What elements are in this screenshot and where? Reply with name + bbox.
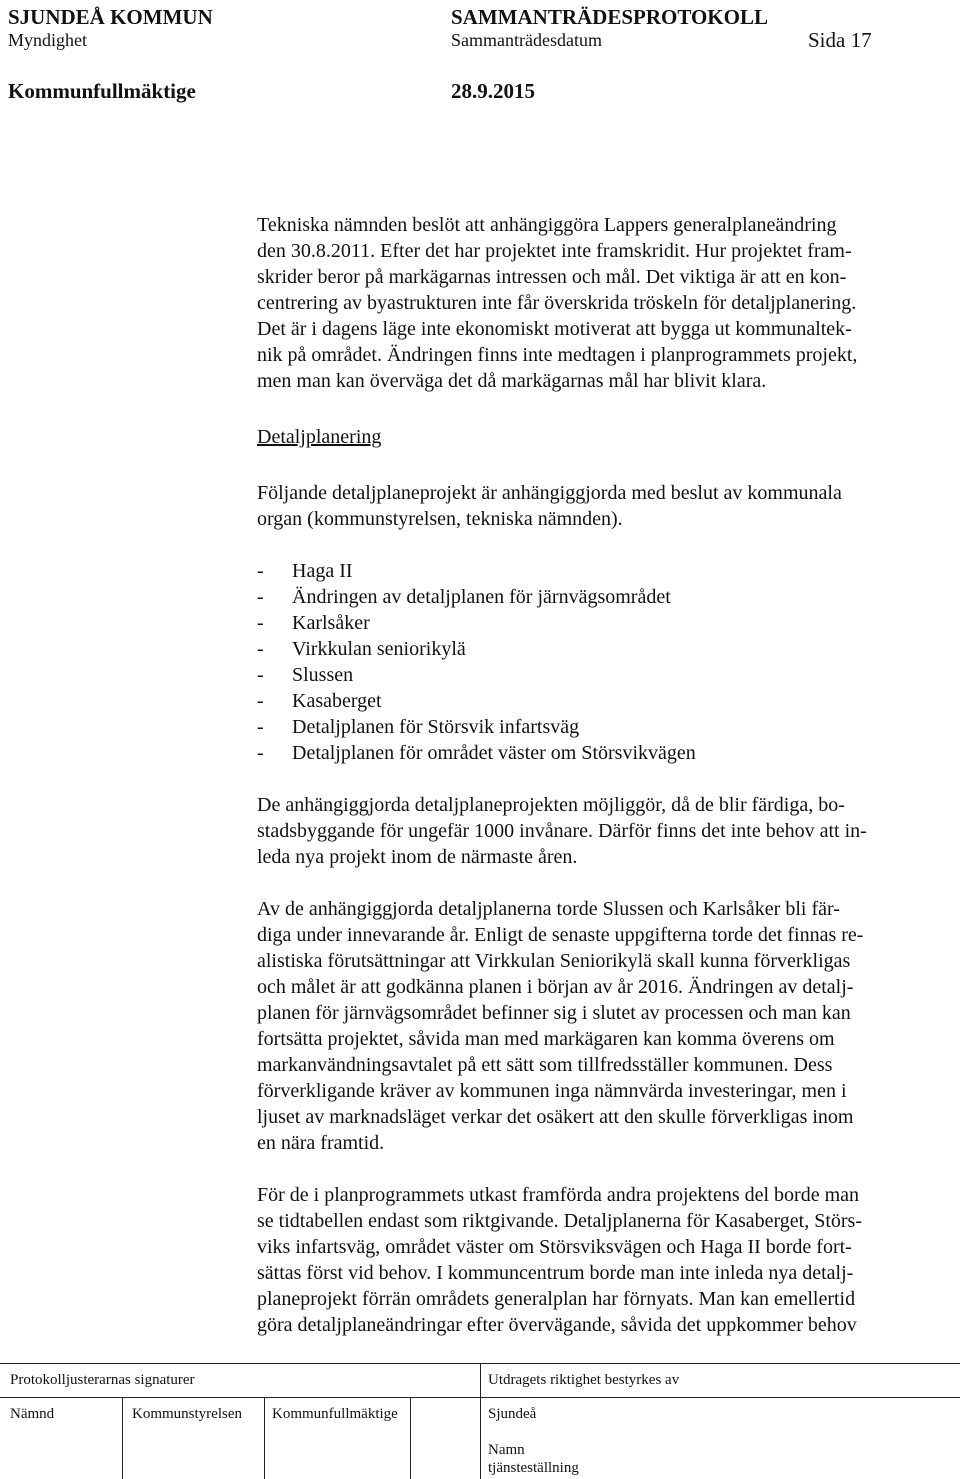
- municipality-name: SJUNDEÅ KOMMUN: [8, 5, 213, 29]
- text-line: De anhängiggjorda detaljplaneprojekten möjliggör, då de blir färdiga, bo-: [257, 794, 845, 816]
- list-item-text: Haga II: [292, 560, 353, 582]
- page-number: Sida 17: [808, 28, 872, 52]
- text-line: leda nya projekt inom de närmaste åren.: [257, 846, 578, 868]
- text-line: sättas först vid behov. I kommuncentrum borde man inte inleda nya detalj-: [257, 1262, 854, 1284]
- footer-col-namnd: Nämnd: [10, 1406, 55, 1422]
- text-line: men man kan överväga det då markägarnas mål har blivit klara.: [257, 370, 767, 392]
- document-body: [257, 212, 947, 1338]
- text-line: För de i planprogrammets utkast framförda andra projektens del borde man: [257, 1184, 860, 1206]
- list-item: [257, 558, 947, 584]
- protocol-title: SAMMANTRÄDESPROTOKOLL: [451, 5, 768, 29]
- list-item: [257, 636, 947, 662]
- list-item: [257, 740, 947, 766]
- text-line: den 30.8.2011. Efter det har projektet inte framskridit. Hur projektet fram-: [257, 240, 852, 262]
- list-item: [257, 714, 947, 740]
- list-dash: -: [257, 612, 264, 634]
- text-line: göra detaljplaneändringar efter övervägande, såvida det uppkommer behov: [257, 1314, 857, 1336]
- list-item-text: Kasaberget: [292, 690, 382, 712]
- project-list: [257, 558, 947, 766]
- text-line: alistiska förutsättningar att Virkkulan Seniorikylä skall kunna förverkligas: [257, 950, 851, 972]
- text-line: förverkligande kräver av kommunen inga nämnvärda investeringar, men i: [257, 1080, 847, 1102]
- footer-col-kommunfullmaktige: Kommunfullmäktige: [272, 1406, 398, 1422]
- list-dash: -: [257, 716, 264, 738]
- footer-divider: [480, 1364, 481, 1479]
- footer-name-label: Namn: [488, 1442, 525, 1458]
- meeting-date-label: Sammanträdesdatum: [451, 30, 602, 50]
- paragraph-schedule: [257, 896, 947, 1156]
- paragraph-housing: [257, 792, 947, 870]
- list-dash: -: [257, 690, 264, 712]
- list-item-text: Detaljplanen för området väster om Störsvikvägen: [292, 742, 696, 764]
- list-item-text: Karlsåker: [292, 612, 370, 634]
- text-line: diga under innevarande år. Enligt de senaste uppgifterna torde det finnas re-: [257, 924, 864, 946]
- text-line: planeprojekt förrän områdets generalplan har förnyats. Man kan emellertid: [257, 1288, 856, 1310]
- list-item: [257, 610, 947, 636]
- text-line: skrider beror på markägarnas intressen och mål. Det viktiga är att en kon-: [257, 266, 847, 288]
- list-item: [257, 662, 947, 688]
- paragraph-timetable: [257, 1182, 947, 1338]
- footer-row-line: [0, 1397, 960, 1398]
- paragraph-lappers: [257, 212, 947, 394]
- list-item-text: Ändringen av detaljplanen för järnvägsområdet: [292, 586, 671, 608]
- text-line: Det är i dagens läge inte ekonomiskt motiverat att bygga ut kommunaltek-: [257, 318, 852, 340]
- text-line: centrering av byastrukturen inte får överskrida tröskeln för detaljplanering.: [257, 292, 857, 314]
- text-line: och målet är att godkänna planen i början av år 2016. Ändringen av detalj-: [257, 976, 854, 998]
- list-dash: -: [257, 586, 264, 608]
- text-line: Tekniska nämnden beslöt att anhängiggöra Lappers generalplaneändring: [257, 214, 837, 236]
- paragraph-intro-list: [257, 480, 947, 532]
- signature-footer: [0, 1363, 960, 1479]
- footer-col-line: [122, 1397, 123, 1479]
- text-line: en nära framtid.: [257, 1132, 385, 1154]
- meeting-date: 28.9.2015: [451, 79, 535, 103]
- list-dash: -: [257, 664, 264, 686]
- footer-col-sjundea: Sjundeå: [488, 1406, 537, 1422]
- certified-label: Utdragets riktighet bestyrkes av: [488, 1372, 680, 1388]
- text-line: Följande detaljplaneprojekt är anhängiggjorda med beslut av kommunala: [257, 482, 842, 504]
- text-line: nik på området. Ändringen finns inte medtagen i planprogrammets projekt,: [257, 344, 858, 366]
- footer-col-line: [264, 1397, 265, 1479]
- text-line: viks infartsväg, området väster om Störsviksvägen och Haga II borde fort-: [257, 1236, 852, 1258]
- list-dash: -: [257, 742, 264, 764]
- text-line: organ (kommunstyrelsen, tekniska nämnden).: [257, 508, 623, 530]
- text-line: Av de anhängiggjorda detaljplanerna torde Slussen och Karlsåker bli fär-: [257, 898, 840, 920]
- signatures-label: Protokolljusterarnas signaturer: [10, 1372, 195, 1388]
- text-line: ljuset av marknadsläget verkar det osäkert att den skulle förverkligas inom: [257, 1106, 854, 1128]
- governing-body: Kommunfullmäktige: [8, 79, 196, 103]
- section-heading-detaljplanering: Detaljplanering: [257, 426, 382, 448]
- text-line: se tidtabellen endast som riktgivande. Detaljplanerna för Kasaberget, Störs-: [257, 1210, 862, 1232]
- text-line: stadsbyggande för ungefär 1000 invånare. Därför finns det inte behov att in-: [257, 820, 867, 842]
- list-dash: -: [257, 638, 264, 660]
- list-item-text: Detaljplanen för Störsvik infartsväg: [292, 716, 580, 738]
- footer-col-line: [410, 1397, 411, 1479]
- text-line: fortsätta projektet, såvida man med markägaren kan komma överens om: [257, 1028, 835, 1050]
- footer-position-label: tjänsteställning: [488, 1460, 579, 1476]
- list-item: [257, 688, 947, 714]
- list-item: [257, 584, 947, 610]
- text-line: markanvändningsavtalet på ett sätt som tillfredsställer kommunen. Dess: [257, 1054, 833, 1076]
- text-line: planen för järnvägsområdet befinner sig i slutet av processen och man kan: [257, 1002, 851, 1024]
- list-dash: -: [257, 560, 264, 582]
- footer-col-kommunstyrelsen: Kommunstyrelsen: [132, 1406, 242, 1422]
- list-item-text: Slussen: [292, 664, 354, 686]
- list-item-text: Virkkulan seniorikylä: [292, 638, 466, 660]
- authority-label: Myndighet: [8, 30, 87, 50]
